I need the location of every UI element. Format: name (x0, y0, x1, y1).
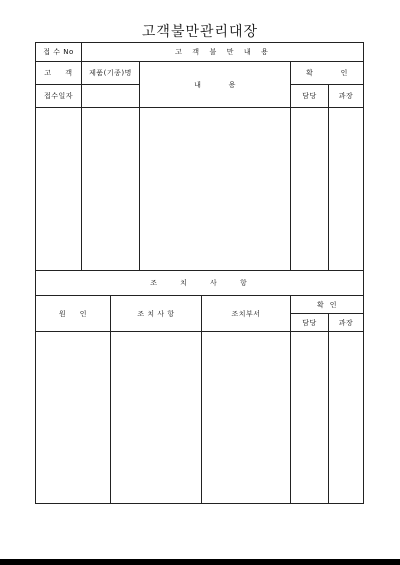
cause-label: 원 인 (35, 295, 111, 332)
page-title: 고객불만관리대장 (141, 24, 259, 40)
manager-signature-field[interactable] (290, 107, 329, 271)
content-label: 내 용 (139, 61, 291, 108)
product-name-field[interactable] (81, 84, 140, 108)
action-manager-label: 담당 (290, 313, 329, 332)
action-manager-signature-field[interactable] (290, 331, 329, 504)
action-dept-label: 조치부서 (201, 295, 291, 332)
confirm-label: 확 인 (290, 61, 364, 85)
chief-signature-field[interactable] (328, 107, 364, 271)
content-column-field[interactable] (139, 107, 291, 271)
bottom-divider (0, 559, 400, 565)
receipt-date-label: 접수일자 (35, 84, 82, 108)
receipt-column-field[interactable] (35, 107, 82, 271)
action-section-header: 조 치 사 항 (35, 270, 364, 296)
manager-label: 담당 (290, 84, 329, 108)
product-column-field[interactable] (81, 107, 140, 271)
complaint-content-header: 고 객 불 만 내 용 (81, 42, 364, 62)
action-items-column-field[interactable] (110, 331, 202, 504)
action-dept-column-field[interactable] (201, 331, 291, 504)
cause-column-field[interactable] (35, 331, 111, 504)
action-confirm-label: 확 인 (290, 295, 364, 314)
action-chief-signature-field[interactable] (328, 331, 364, 504)
receipt-no-label: 접 수 No (35, 42, 82, 62)
customer-label: 고 객 (35, 61, 82, 85)
chief-label: 과장 (328, 84, 364, 108)
action-chief-label: 과장 (328, 313, 364, 332)
product-name-label: 제품(기종)명 (81, 61, 140, 85)
action-items-label: 조 치 사 항 (110, 295, 202, 332)
